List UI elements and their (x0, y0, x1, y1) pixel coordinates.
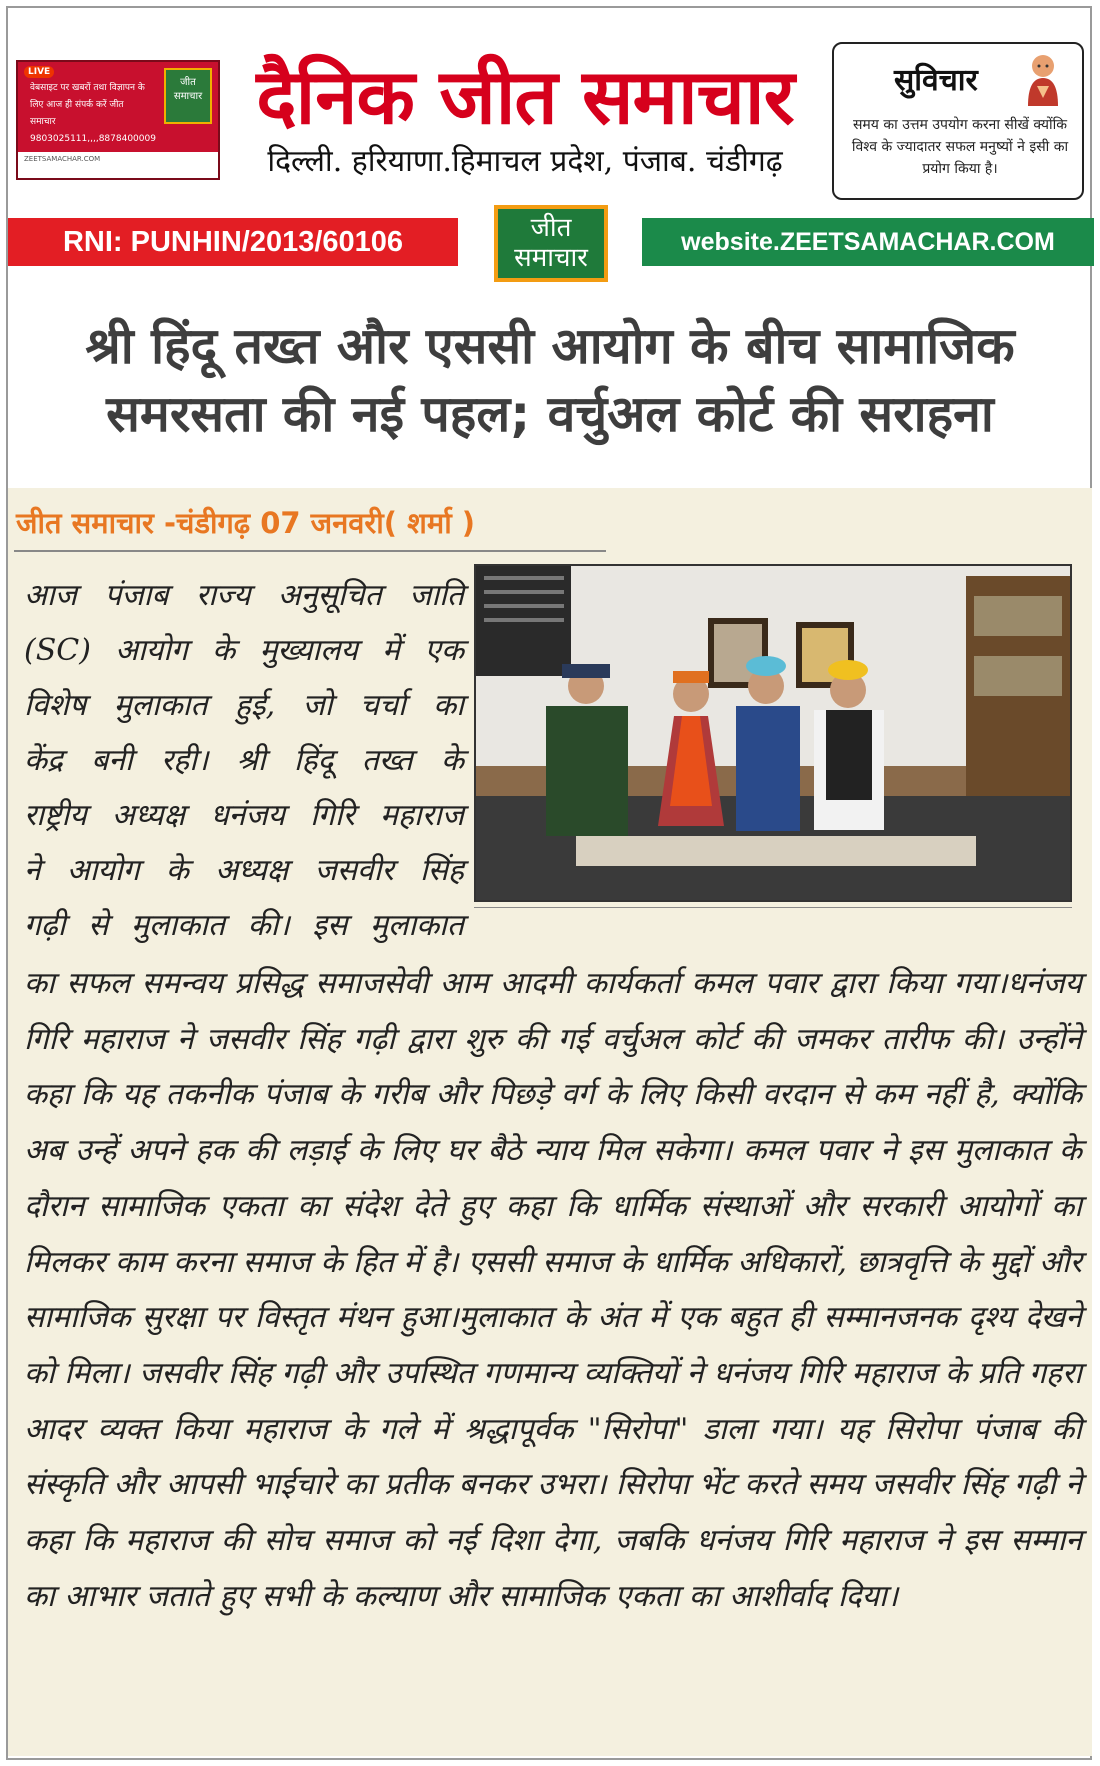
thought-title: सुविचार (894, 63, 978, 98)
article-lead-paragraph: आज पंजाब राज्य अनुसूचित जाति (SC) आयोग के मुख्यालय में एक विशेष मुलाकात हुई, जो चर्चा का केंद्र बनी रही। श्री हिंदू तख्त के राष्ट्रीय अध्यक्ष धनंजय गिरि महाराज ने आयोग के अध्यक्ष जसवीर सिंह गढ़ी से मुलाकात की। इस मुलाकात (24, 578, 464, 943)
jeet-samachar-logo[interactable] (494, 205, 608, 282)
advertisement-banner[interactable] (16, 60, 220, 180)
meeting-photo-illustration (476, 566, 1070, 900)
logo-line-1: जीत (530, 213, 572, 243)
article-photo (474, 564, 1072, 902)
article-dateline: जीत समाचार -चंडीगढ़ 07 जनवरी( शर्मा ) (16, 506, 476, 540)
logo-line-2: समाचार (514, 243, 588, 273)
newspaper-regions: दिल्ली. हरियाणा.हिमाचल प्रदेश, पंजाब. चंडीगढ़ (267, 144, 783, 179)
photo-divider (474, 907, 1072, 908)
ad-logo: जीत समाचार (164, 68, 212, 124)
monk-icon (1022, 52, 1064, 106)
rni-number: RNI: PUNHIN/2013/60106 (8, 218, 458, 266)
thought-text: समय का उत्तम उपयोग करना सीखें क्योंकि विश्व के ज्यादातर सफल मनुष्यों ने इसी का प्रयोग किया है। (851, 117, 1069, 177)
website-link[interactable]: website.ZEETSAMACHAR.COM (642, 218, 1094, 266)
article-headline: श्री हिंदू तख्त और एससी आयोग के बीच सामाजिक समरसता की नई पहल; वर्चुअल कोर्ट की सराहना (85, 317, 1015, 443)
newspaper-title: दैनिक जीत समाचार (256, 52, 794, 141)
dateline-divider (14, 550, 606, 552)
ad-footer: ZEETSAMACHAR.COM (18, 152, 218, 178)
ad-text: वेबसाइट पर खबरों तथा विज्ञापन के लिए आज ही संपर्क करें जीत समाचार 9803025111,,,,8878400009 (30, 83, 156, 144)
thought-of-day-box (832, 42, 1084, 200)
article-body-paragraph: का सफल समन्वय प्रसिद्ध समाजसेवी आम आदमी कार्यकर्ता कमल पवार द्वारा किया गया।धनंजय गिरि महाराज ने जसवीर सिंह गढ़ी द्वारा शुरु की गई वर्चुअल कोर्ट की जमकर तारीफ की। उन्होंने कहा कि यह तकनीक पंजाब के गरीब और पिछड़े वर्ग के लिए किसी वरदान से कम नहीं है, क्योंकि अब उन्हें अपने हक की लड़ाई के लिए घर बैठे न्याय मिल सकेगा। कमल पवार ने इस मुलाकात के दौरान सामाजिक एकता का संदेश देते हुए कहा कि धार्मिक संस्थाओं और सरकारी आयोगों का मिलकर काम करना समाज के हित में है। एससी समाज के धार्मिक अधिकारों, छात्रवृत्ति के मुद्दों और सामाजिक सुरक्षा पर विस्तृत मंथन हुआ।मुलाकात के अंत में एक बहुत ही सम्मानजनक दृश्य देखने को मिला। जसवीर सिंह गढ़ी और उपस्थित गणमान्य व्यक्तियों ने धनंजय गिरि महाराज के प्रति गहरा आदर व्यक्त किया महाराज के गले में श्रद्धापूर्वक "सिरोपा" डाला गया। यह सिरोपा पंजाब की संस्कृति और आपसी भाईचारे का प्रतीक बनकर उभरा। सिरोपा भेंट करते समय जसवीर सिंह गढ़ी ने कहा कि महाराज की सोच समाज को नई दिशा देगा, जबकि धनंजय गिरि महाराज ने इस सम्मान का आभार जताते हुए सभी के कल्याण और सामाजिक एकता का आशीर्वाद दिया। (24, 966, 1082, 1614)
live-badge: LIVE (24, 66, 54, 78)
